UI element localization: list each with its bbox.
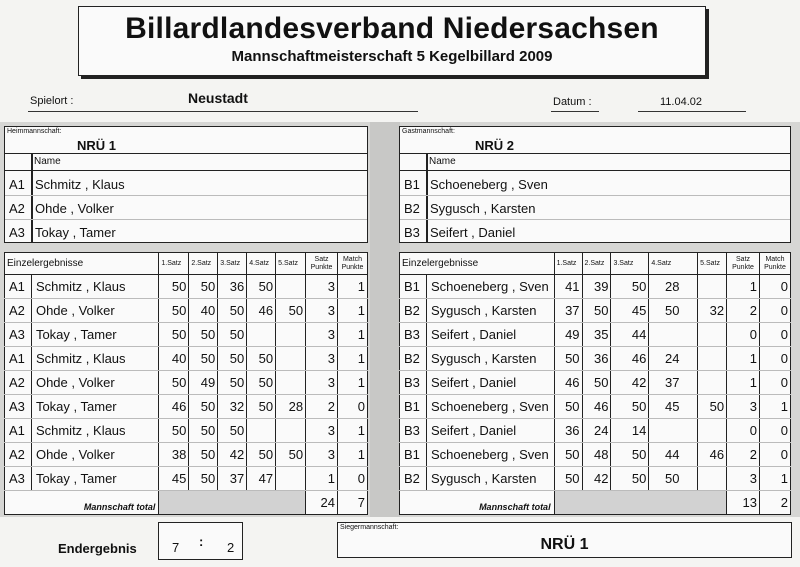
player-name: Sygusch , Karsten xyxy=(430,201,536,216)
satz-2-score: 50 xyxy=(189,467,218,491)
satz-punkte: 1 xyxy=(727,371,760,395)
satz-5-score xyxy=(276,419,306,443)
result-row xyxy=(400,371,791,395)
satz-4-score: 50 xyxy=(649,467,698,491)
satz-2-score: 35 xyxy=(582,323,611,347)
col-match-punkte-line2: Punkte xyxy=(341,263,364,271)
satz-4-score: 50 xyxy=(247,371,276,395)
satz-2-score: 50 xyxy=(189,419,218,443)
satz-3-score: 50 xyxy=(218,347,247,371)
result-row xyxy=(400,323,791,347)
match-punkte: 0 xyxy=(759,443,790,467)
center-divider xyxy=(370,122,400,517)
col-match-punkte-line2: Punkte xyxy=(764,263,786,271)
col-satz-4: 4.Satz xyxy=(247,253,276,275)
satz-punkte: 2 xyxy=(306,395,338,419)
satz-punkte: 3 xyxy=(727,467,760,491)
satz-3-score: 50 xyxy=(218,299,247,323)
player-name: Tokay , Tamer xyxy=(31,395,158,419)
satz-3-score: 50 xyxy=(218,371,247,395)
guest-player-row xyxy=(400,196,790,220)
datum-label: Datum : xyxy=(553,96,592,108)
satz-3-score: 37 xyxy=(218,467,247,491)
guest-player-row xyxy=(400,220,790,244)
satz-3-score: 50 xyxy=(611,467,649,491)
satz-3-score: 42 xyxy=(611,371,649,395)
player-code: B2 xyxy=(404,201,420,216)
satz-3-score: 36 xyxy=(218,275,247,299)
satz-3-score: 46 xyxy=(611,347,649,371)
satz-2-score: 50 xyxy=(189,347,218,371)
col-satz-punkte xyxy=(306,253,338,275)
satz-punkte: 3 xyxy=(306,347,338,371)
satz-1-score: 50 xyxy=(554,443,582,467)
col-satz-punkte-line2: Punkte xyxy=(310,263,333,271)
satz-2-score: 24 xyxy=(582,419,611,443)
match-punkte: 1 xyxy=(338,443,368,467)
player-code: A1 xyxy=(5,347,32,371)
result-row xyxy=(5,347,368,371)
col-satz-2: 2.Satz xyxy=(189,253,218,275)
satz-punkte: 3 xyxy=(306,323,338,347)
home-player-row xyxy=(5,220,367,244)
satz-5-score: 50 xyxy=(276,299,306,323)
satz-2-score: 50 xyxy=(189,275,218,299)
total-label: Mannschaft total xyxy=(5,491,159,515)
result-row xyxy=(5,395,368,419)
player-code: A3 xyxy=(5,323,32,347)
player-name: Sygusch , Karsten xyxy=(426,299,554,323)
satz-3-score: 42 xyxy=(218,443,247,467)
player-code: A2 xyxy=(9,201,25,216)
match-punkte: 0 xyxy=(759,371,790,395)
home-player-row xyxy=(5,196,367,220)
col-satz-punkte-line1: Satz xyxy=(736,255,751,263)
results-header-row xyxy=(400,253,791,275)
player-code: A1 xyxy=(5,275,32,299)
guest-results-table xyxy=(399,252,791,515)
player-name: Schmitz , Klaus xyxy=(35,177,125,192)
satz-1-score: 50 xyxy=(159,275,189,299)
result-row xyxy=(5,299,368,323)
player-code: B1 xyxy=(400,443,427,467)
satz-5-score: 50 xyxy=(698,395,727,419)
player-name: Schmitz , Klaus xyxy=(31,275,158,299)
player-code: B3 xyxy=(404,225,420,240)
final-score-separator: : xyxy=(199,534,204,549)
satz-5-score xyxy=(698,275,727,299)
result-row xyxy=(5,323,368,347)
satz-2-score: 50 xyxy=(189,395,218,419)
home-team-header xyxy=(5,127,367,154)
satz-4-score: 44 xyxy=(649,443,698,467)
match-punkte: 1 xyxy=(759,395,790,419)
result-row xyxy=(5,275,368,299)
satz-2-score: 50 xyxy=(582,371,611,395)
satz-4-score: 47 xyxy=(247,467,276,491)
guest-team-name: NRÜ 2 xyxy=(475,138,515,153)
satz-punkte: 1 xyxy=(727,275,760,299)
col-satz-3: 3.Satz xyxy=(611,253,649,275)
player-code: B3 xyxy=(400,323,427,347)
col-match-punkte-line1: Match xyxy=(342,255,363,263)
datum-label-underline xyxy=(551,111,599,112)
player-code: A2 xyxy=(5,299,32,323)
guest-total-satz: 13 xyxy=(727,491,760,515)
satz-3-score: 50 xyxy=(611,275,649,299)
result-row xyxy=(400,419,791,443)
satz-5-score xyxy=(276,275,306,299)
player-name: Tokay , Tamer xyxy=(31,323,158,347)
player-code: B1 xyxy=(400,275,427,299)
satz-2-score: 42 xyxy=(582,467,611,491)
col-satz-1: 1.Satz xyxy=(159,253,189,275)
col-satz-1: 1.Satz xyxy=(554,253,582,275)
satz-3-score: 32 xyxy=(218,395,247,419)
home-results-table xyxy=(4,252,368,515)
satz-5-score xyxy=(698,467,727,491)
player-code: B2 xyxy=(400,347,427,371)
home-total-satz: 24 xyxy=(306,491,338,515)
title-box xyxy=(78,6,706,76)
guest-team-label: Gastmannschaft: xyxy=(402,128,455,135)
satz-1-score: 36 xyxy=(554,419,582,443)
results-header-row xyxy=(5,253,368,275)
guest-total-row xyxy=(400,491,791,515)
result-row xyxy=(400,275,791,299)
player-name: Schmitz , Klaus xyxy=(31,347,158,371)
player-name: Schoeneberg , Sven xyxy=(426,443,554,467)
col-satz-4: 4.Satz xyxy=(649,253,698,275)
guest-name-header xyxy=(400,154,790,171)
player-name: Ohde , Volker xyxy=(35,201,114,216)
player-code: B2 xyxy=(400,299,427,323)
home-total-match: 7 xyxy=(338,491,368,515)
satz-2-score: 50 xyxy=(582,299,611,323)
player-code: A1 xyxy=(9,177,25,192)
satz-3-score: 50 xyxy=(218,323,247,347)
datum-underline xyxy=(638,111,746,112)
result-row xyxy=(5,443,368,467)
satz-3-score: 50 xyxy=(611,443,649,467)
match-punkte: 1 xyxy=(759,467,790,491)
match-punkte: 0 xyxy=(338,395,368,419)
satz-punkte: 3 xyxy=(306,419,338,443)
total-label: Mannschaft total xyxy=(400,491,555,515)
satz-1-score: 50 xyxy=(159,371,189,395)
home-team-box xyxy=(4,126,368,243)
col-match-punkte xyxy=(338,253,368,275)
home-team-label: Heimmannschaft: xyxy=(7,128,62,135)
satz-4-score xyxy=(247,323,276,347)
satz-2-score: 40 xyxy=(189,299,218,323)
satz-5-score: 32 xyxy=(698,299,727,323)
result-row xyxy=(5,467,368,491)
result-row xyxy=(5,419,368,443)
col-match-punkte xyxy=(759,253,790,275)
satz-1-score: 45 xyxy=(159,467,189,491)
result-row xyxy=(400,443,791,467)
satz-2-score: 39 xyxy=(582,275,611,299)
player-name: Schmitz , Klaus xyxy=(31,419,158,443)
satz-5-score xyxy=(698,419,727,443)
satz-1-score: 46 xyxy=(554,371,582,395)
satz-punkte: 0 xyxy=(727,419,760,443)
match-punkte: 1 xyxy=(338,275,368,299)
result-row xyxy=(400,299,791,323)
player-code: B3 xyxy=(400,419,427,443)
satz-punkte: 1 xyxy=(727,347,760,371)
total-shaded-area xyxy=(554,491,727,515)
winner-name: NRÜ 1 xyxy=(540,536,589,553)
player-name: Tokay , Tamer xyxy=(35,225,116,240)
col-satz-5: 5.Satz xyxy=(698,253,727,275)
guest-name-header-label: Name xyxy=(429,156,456,167)
satz-1-score: 41 xyxy=(554,275,582,299)
match-punkte: 0 xyxy=(759,323,790,347)
result-row xyxy=(400,467,791,491)
player-name: Sygusch , Karsten xyxy=(426,347,554,371)
satz-5-score xyxy=(698,371,727,395)
satz-4-score xyxy=(649,419,698,443)
satz-3-score: 50 xyxy=(218,419,247,443)
total-shaded-area xyxy=(159,491,306,515)
match-punkte: 1 xyxy=(338,323,368,347)
satz-4-score: 24 xyxy=(649,347,698,371)
satz-4-score: 50 xyxy=(247,275,276,299)
player-code: A3 xyxy=(5,467,32,491)
guest-player-row xyxy=(400,172,790,196)
satz-punkte: 3 xyxy=(727,395,760,419)
satz-4-score xyxy=(247,419,276,443)
satz-1-score: 50 xyxy=(554,395,582,419)
player-code: A3 xyxy=(5,395,32,419)
match-punkte: 0 xyxy=(759,275,790,299)
player-name: Seifert , Daniel xyxy=(430,225,516,240)
satz-1-score: 49 xyxy=(554,323,582,347)
player-code: B3 xyxy=(400,371,427,395)
satz-4-score: 28 xyxy=(649,275,698,299)
spielort-label: Spielort : xyxy=(30,95,74,107)
match-punkte: 0 xyxy=(338,467,368,491)
satz-2-score: 46 xyxy=(582,395,611,419)
player-code: A2 xyxy=(5,443,32,467)
home-team-name: NRÜ 1 xyxy=(77,138,117,153)
player-name: Schoeneberg , Sven xyxy=(426,395,554,419)
player-name: Seifert , Daniel xyxy=(426,419,554,443)
guest-team-header xyxy=(400,127,790,154)
player-code: A1 xyxy=(5,419,32,443)
home-player-row xyxy=(5,172,367,196)
satz-5-score: 50 xyxy=(276,443,306,467)
satz-4-score: 50 xyxy=(247,395,276,419)
satz-punkte: 3 xyxy=(306,371,338,395)
satz-punkte: 1 xyxy=(306,467,338,491)
player-name: Seifert , Daniel xyxy=(426,371,554,395)
page-subtitle: Mannschaftmeisterschaft 5 Kegelbillard 2009 xyxy=(231,48,553,65)
col-satz-5: 5.Satz xyxy=(276,253,306,275)
page-title: Billardlandesverband Niedersachsen xyxy=(125,12,659,45)
satz-2-score: 48 xyxy=(582,443,611,467)
satz-5-score: 28 xyxy=(276,395,306,419)
satz-3-score: 50 xyxy=(611,395,649,419)
home-name-header-label: Name xyxy=(34,156,61,167)
satz-5-score xyxy=(276,371,306,395)
satz-1-score: 46 xyxy=(159,395,189,419)
satz-2-score: 49 xyxy=(189,371,218,395)
satz-1-score: 50 xyxy=(159,419,189,443)
player-code: B1 xyxy=(404,177,420,192)
player-code: B2 xyxy=(400,467,427,491)
endergebnis-label: Endergebnis xyxy=(58,541,137,556)
satz-4-score: 46 xyxy=(247,299,276,323)
player-name: Ohde , Volker xyxy=(31,443,158,467)
satz-5-score xyxy=(276,323,306,347)
satz-4-score: 50 xyxy=(649,299,698,323)
satz-1-score: 38 xyxy=(159,443,189,467)
guest-team-box xyxy=(399,126,791,243)
home-name-header xyxy=(5,154,367,171)
col-satz-punkte-line2: Punkte xyxy=(732,263,754,271)
satz-punkte: 3 xyxy=(306,443,338,467)
match-punkte: 1 xyxy=(338,347,368,371)
endergebnis-box xyxy=(158,522,243,560)
final-home-score: 7 xyxy=(172,540,180,555)
match-punkte: 1 xyxy=(338,419,368,443)
player-name: Sygusch , Karsten xyxy=(426,467,554,491)
satz-2-score: 36 xyxy=(582,347,611,371)
satz-3-score: 45 xyxy=(611,299,649,323)
satz-1-score: 50 xyxy=(554,347,582,371)
col-satz-3: 3.Satz xyxy=(218,253,247,275)
player-code: A3 xyxy=(9,225,25,240)
satz-4-score: 50 xyxy=(247,443,276,467)
satz-punkte: 3 xyxy=(306,275,338,299)
satz-5-score xyxy=(698,323,727,347)
player-code: B1 xyxy=(400,395,427,419)
col-match-punkte-line1: Match xyxy=(765,255,785,263)
player-name: Tokay , Tamer xyxy=(31,467,158,491)
satz-2-score: 50 xyxy=(189,323,218,347)
results-title: Einzelergebnisse xyxy=(400,253,555,275)
player-name: Schoeneberg , Sven xyxy=(426,275,554,299)
result-row xyxy=(5,371,368,395)
col-satz-punkte-line1: Satz xyxy=(314,255,329,263)
player-name: Ohde , Volker xyxy=(31,371,158,395)
match-punkte: 0 xyxy=(759,347,790,371)
match-punkte: 0 xyxy=(759,299,790,323)
satz-4-score: 45 xyxy=(649,395,698,419)
satz-1-score: 37 xyxy=(554,299,582,323)
result-row xyxy=(400,347,791,371)
satz-5-score: 46 xyxy=(698,443,727,467)
satz-punkte: 3 xyxy=(306,299,338,323)
player-name: Seifert , Daniel xyxy=(426,323,554,347)
guest-total-match: 2 xyxy=(759,491,790,515)
satz-4-score: 37 xyxy=(649,371,698,395)
satz-1-score: 50 xyxy=(159,299,189,323)
winner-box xyxy=(337,522,792,558)
satz-1-score: 50 xyxy=(159,323,189,347)
satz-punkte: 2 xyxy=(727,299,760,323)
satz-4-score xyxy=(649,323,698,347)
satz-3-score: 14 xyxy=(611,419,649,443)
home-total-row xyxy=(5,491,368,515)
col-satz-2: 2.Satz xyxy=(582,253,611,275)
player-name: Schoeneberg , Sven xyxy=(430,177,548,192)
satz-1-score: 40 xyxy=(159,347,189,371)
results-title: Einzelergebnisse xyxy=(5,253,159,275)
result-row xyxy=(400,395,791,419)
player-code: A2 xyxy=(5,371,32,395)
winner-label: Siegermannschaft: xyxy=(340,524,399,531)
match-punkte: 0 xyxy=(759,419,790,443)
satz-2-score: 50 xyxy=(189,443,218,467)
player-name: Ohde , Volker xyxy=(31,299,158,323)
satz-1-score: 50 xyxy=(554,467,582,491)
satz-punkte: 0 xyxy=(727,323,760,347)
col-satz-punkte xyxy=(727,253,760,275)
spielort-underline xyxy=(28,111,418,112)
match-punkte: 1 xyxy=(338,371,368,395)
match-punkte: 1 xyxy=(338,299,368,323)
datum-value: 11.04.02 xyxy=(660,96,703,108)
satz-punkte: 2 xyxy=(727,443,760,467)
spielort-value: Neustadt xyxy=(188,90,248,106)
final-guest-score: 2 xyxy=(227,540,235,555)
satz-5-score xyxy=(276,467,306,491)
satz-3-score: 44 xyxy=(611,323,649,347)
satz-5-score xyxy=(276,347,306,371)
satz-5-score xyxy=(698,347,727,371)
satz-4-score: 50 xyxy=(247,347,276,371)
